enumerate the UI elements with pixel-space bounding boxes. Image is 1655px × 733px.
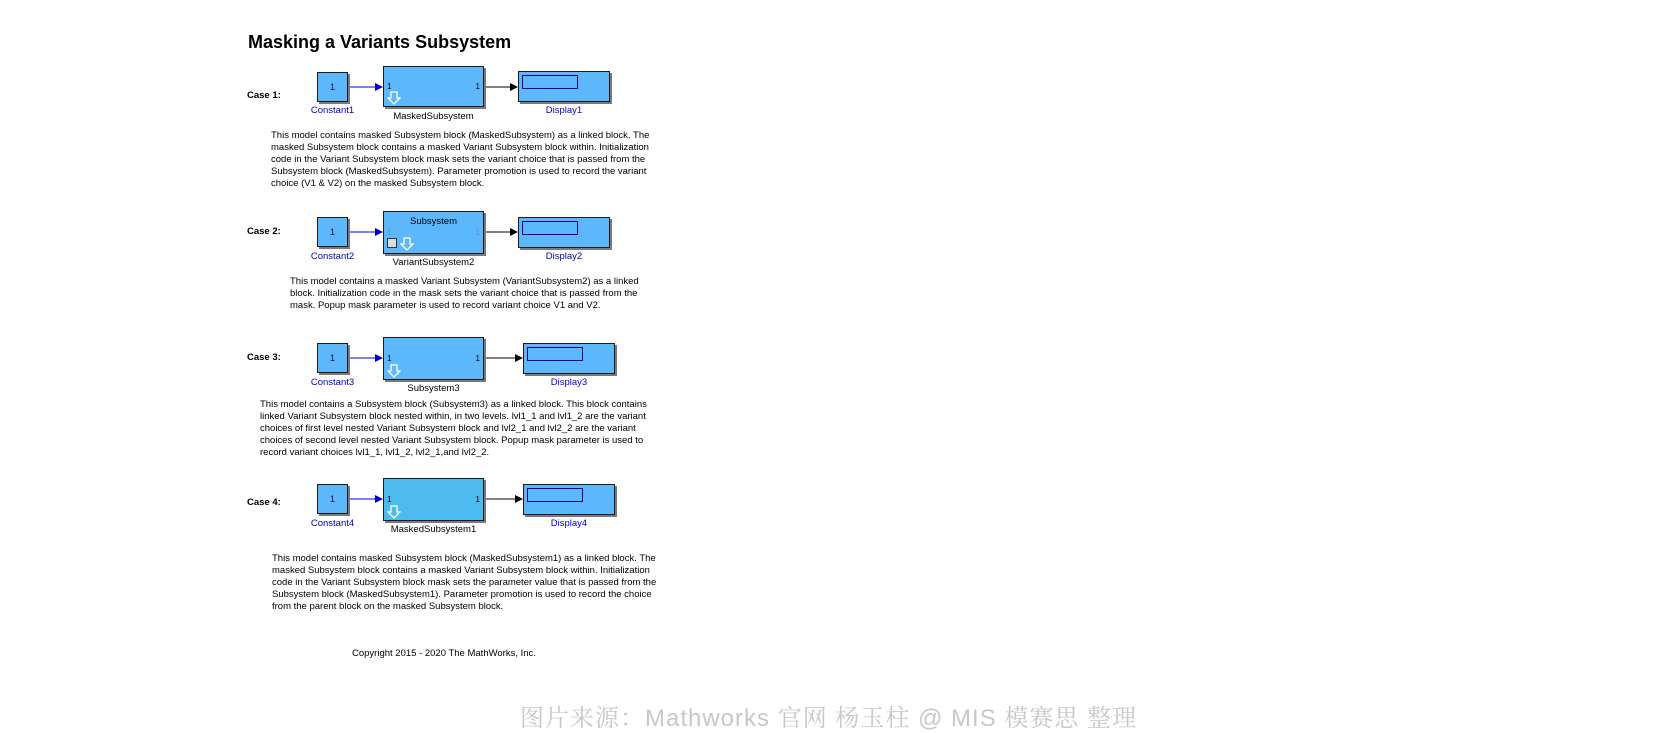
display-block[interactable] [523, 343, 615, 374]
case-description: This model contains masked Subsystem block (MaskedSubsystem) as a linked block. The masked Subsystem block contains a masked Variant Subsystem block within. Initialization code in the Variant Subsystem block mask sets the variant choice that is passed from the Subsystem block (MaskedSubsystem). Parameter promotion is used to record the variant choice (V1 & V2) on the masked Subsystem block. [271, 130, 650, 189]
case-description: This model contains a Subsystem block (Subsystem3) as a linked block. This block contains linked Variant Subsystem block nested within, in two levels. lvl1_1 and lvl1_2 are the variant choices of first level nested Variant Subsystem block and lvl2_1 and lvl2_2 are the variant choices of second level nested Variant Subsystem block. Popup mask parameter is used to record variant choices lvl1_1, lvl1_2, lvl2_1,and lvl2_2. [260, 399, 647, 458]
display-block[interactable] [523, 484, 615, 515]
mask-arrow-icon [387, 91, 401, 105]
output-port-label: 1 [475, 228, 480, 237]
input-port-label: 1 [387, 228, 392, 237]
constant-block[interactable] [317, 72, 348, 102]
constant-value: 1 [329, 227, 335, 237]
input-port-label: 1 [387, 82, 392, 91]
display-block[interactable] [518, 217, 610, 248]
input-port-label: 1 [387, 354, 392, 363]
output-port-label: 1 [475, 82, 480, 91]
case-label: Case 2: [247, 226, 281, 237]
case-label: Case 3: [247, 352, 281, 363]
variant-icon [387, 238, 397, 248]
display-readout [522, 75, 578, 89]
constant-caption[interactable]: Constant2 [310, 251, 355, 262]
case-label: Case 1: [247, 90, 281, 101]
constant-block[interactable] [317, 217, 348, 247]
copyright-notice: Copyright 2015 - 2020 The MathWorks, Inc. [352, 648, 536, 659]
constant-caption[interactable]: Constant4 [310, 518, 355, 529]
constant-value: 1 [329, 494, 335, 504]
display-block[interactable] [518, 71, 610, 102]
display-caption[interactable]: Display3 [550, 377, 588, 388]
subsystem-caption: VariantSubsystem2 [392, 257, 475, 268]
constant-value: 1 [329, 353, 335, 363]
subsystem-caption: MaskedSubsystem [393, 111, 474, 122]
case-description: This model contains masked Subsystem block (MaskedSubsystem1) as a linked block. The masked Subsystem block contains a masked Variant Subsystem block within. Initialization code in the Variant Subsystem block mask sets the parameter value that is passed from the Subsystem block (MaskedSubsystem1). Parameter promotion is used to record the choice from the parent block on the masked Subsystem block. [272, 553, 657, 612]
page-title: Masking a Variants Subsystem [248, 32, 512, 52]
subsystem-block[interactable] [383, 337, 484, 380]
case-label: Case 4: [247, 497, 281, 508]
output-port-label: 1 [475, 354, 480, 363]
display-readout [522, 221, 578, 235]
block-inner-title: Subsystem [410, 216, 457, 227]
mask-arrow-icon [387, 364, 401, 378]
watermark-text: 图片来源：Mathworks 官网 杨玉柱 @ MIS 模赛思 整理 [520, 705, 1138, 732]
masked-subsystem-block[interactable] [383, 478, 484, 521]
constant-caption[interactable]: Constant3 [310, 377, 355, 388]
display-caption[interactable]: Display2 [545, 251, 583, 262]
display-caption[interactable]: Display1 [545, 105, 583, 116]
case-description: This model contains a masked Variant Subsystem (VariantSubsystem2) as a linked block. Initialization code in the mask sets the variant choice that is passed from the mask. Popup mask parameter is used to record variant choice V1 and V2. [290, 276, 639, 311]
constant-value: 1 [329, 82, 335, 92]
constant-block[interactable] [317, 484, 348, 514]
subsystem-caption: Subsystem3 [407, 383, 460, 394]
display-caption[interactable]: Display4 [550, 518, 588, 529]
constant-block[interactable] [317, 343, 348, 373]
masked-subsystem-block[interactable] [383, 66, 484, 107]
input-port-label: 1 [387, 495, 392, 504]
subsystem-caption: MaskedSubsystem1 [390, 524, 477, 535]
mask-arrow-icon [400, 237, 414, 251]
output-port-label: 1 [475, 495, 480, 504]
constant-caption[interactable]: Constant1 [310, 105, 355, 116]
mask-arrow-icon [387, 505, 401, 519]
display-readout [527, 347, 583, 361]
variant-subsystem-block[interactable] [383, 211, 484, 254]
display-readout [527, 488, 583, 502]
